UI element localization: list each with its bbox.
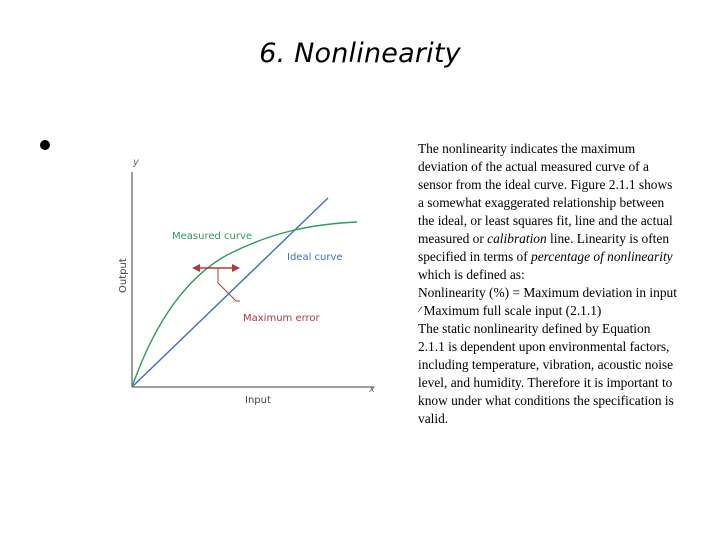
text-line — [418, 176, 720, 194]
text-line — [418, 320, 720, 338]
text-segment: ∕ Maximum full scale input (2.1.1) — [418, 303, 602, 318]
text-line — [418, 266, 720, 284]
text-segment: line. Linearity is often — [546, 231, 670, 246]
text-line — [418, 410, 720, 428]
ideal-curve-label: Ideal curve — [287, 252, 343, 263]
text-segment: measured or — [418, 231, 488, 246]
measured-curve-label: Measured curve — [172, 231, 253, 242]
text-segment: deviation of the actual measured curve of a — [418, 159, 649, 174]
text-line — [418, 230, 720, 248]
text-segment: valid. — [418, 411, 449, 426]
text-line — [418, 392, 720, 410]
y-axis-letter: y — [133, 157, 139, 168]
text-segment: specified in terms of — [418, 249, 532, 264]
nonlinearity-figure — [112, 150, 382, 410]
text-line — [418, 140, 720, 158]
max-error-label: Maximum error — [243, 313, 320, 324]
text-line — [418, 158, 720, 176]
x-axis-label: Input — [245, 395, 271, 406]
text-segment: level, and humidity. Therefore it is important to — [418, 375, 673, 390]
italic-term: calibration — [487, 231, 547, 246]
x-axis-letter: x — [369, 384, 375, 395]
text-segment: sensor from the ideal curve. Figure 2.1.1 shows — [418, 177, 673, 192]
text-segment: know under what conditions the specification is — [418, 393, 674, 408]
max-error-leader — [218, 268, 240, 301]
text-segment: 2.1.1 is dependent upon environmental factors, — [418, 339, 670, 354]
max-error-arrowhead-right — [232, 264, 240, 272]
italic-term: percentage of nonlinearity — [531, 249, 673, 264]
body-text — [418, 140, 720, 428]
y-axis-label: Output — [118, 258, 129, 293]
text-segment: The static nonlinearity defined by Equation — [418, 321, 651, 336]
text-line — [418, 284, 720, 302]
text-segment: The nonlinearity indicates the maximum — [418, 141, 636, 156]
text-line — [418, 302, 720, 320]
text-line — [418, 194, 720, 212]
bullet-point — [40, 140, 50, 150]
text-line — [418, 248, 720, 266]
text-line — [418, 356, 720, 374]
slide-title: 6. Nonlinearity — [259, 38, 461, 69]
text-segment: the ideal, or least squares fit, line and the actual — [418, 213, 673, 228]
text-line — [418, 374, 720, 392]
text-segment: which is defined as: — [418, 267, 525, 282]
ideal-curve-line — [132, 198, 328, 387]
measured-curve-line — [132, 222, 357, 387]
text-line — [418, 212, 720, 230]
text-line — [418, 338, 720, 356]
text-segment: a somewhat exaggerated relationship between — [418, 195, 665, 210]
max-error-arrowhead-left — [192, 264, 200, 272]
text-segment: including temperature, vibration, acoustic noise — [418, 357, 674, 372]
text-segment: Nonlinearity (%) = Maximum deviation in input — [418, 285, 677, 300]
